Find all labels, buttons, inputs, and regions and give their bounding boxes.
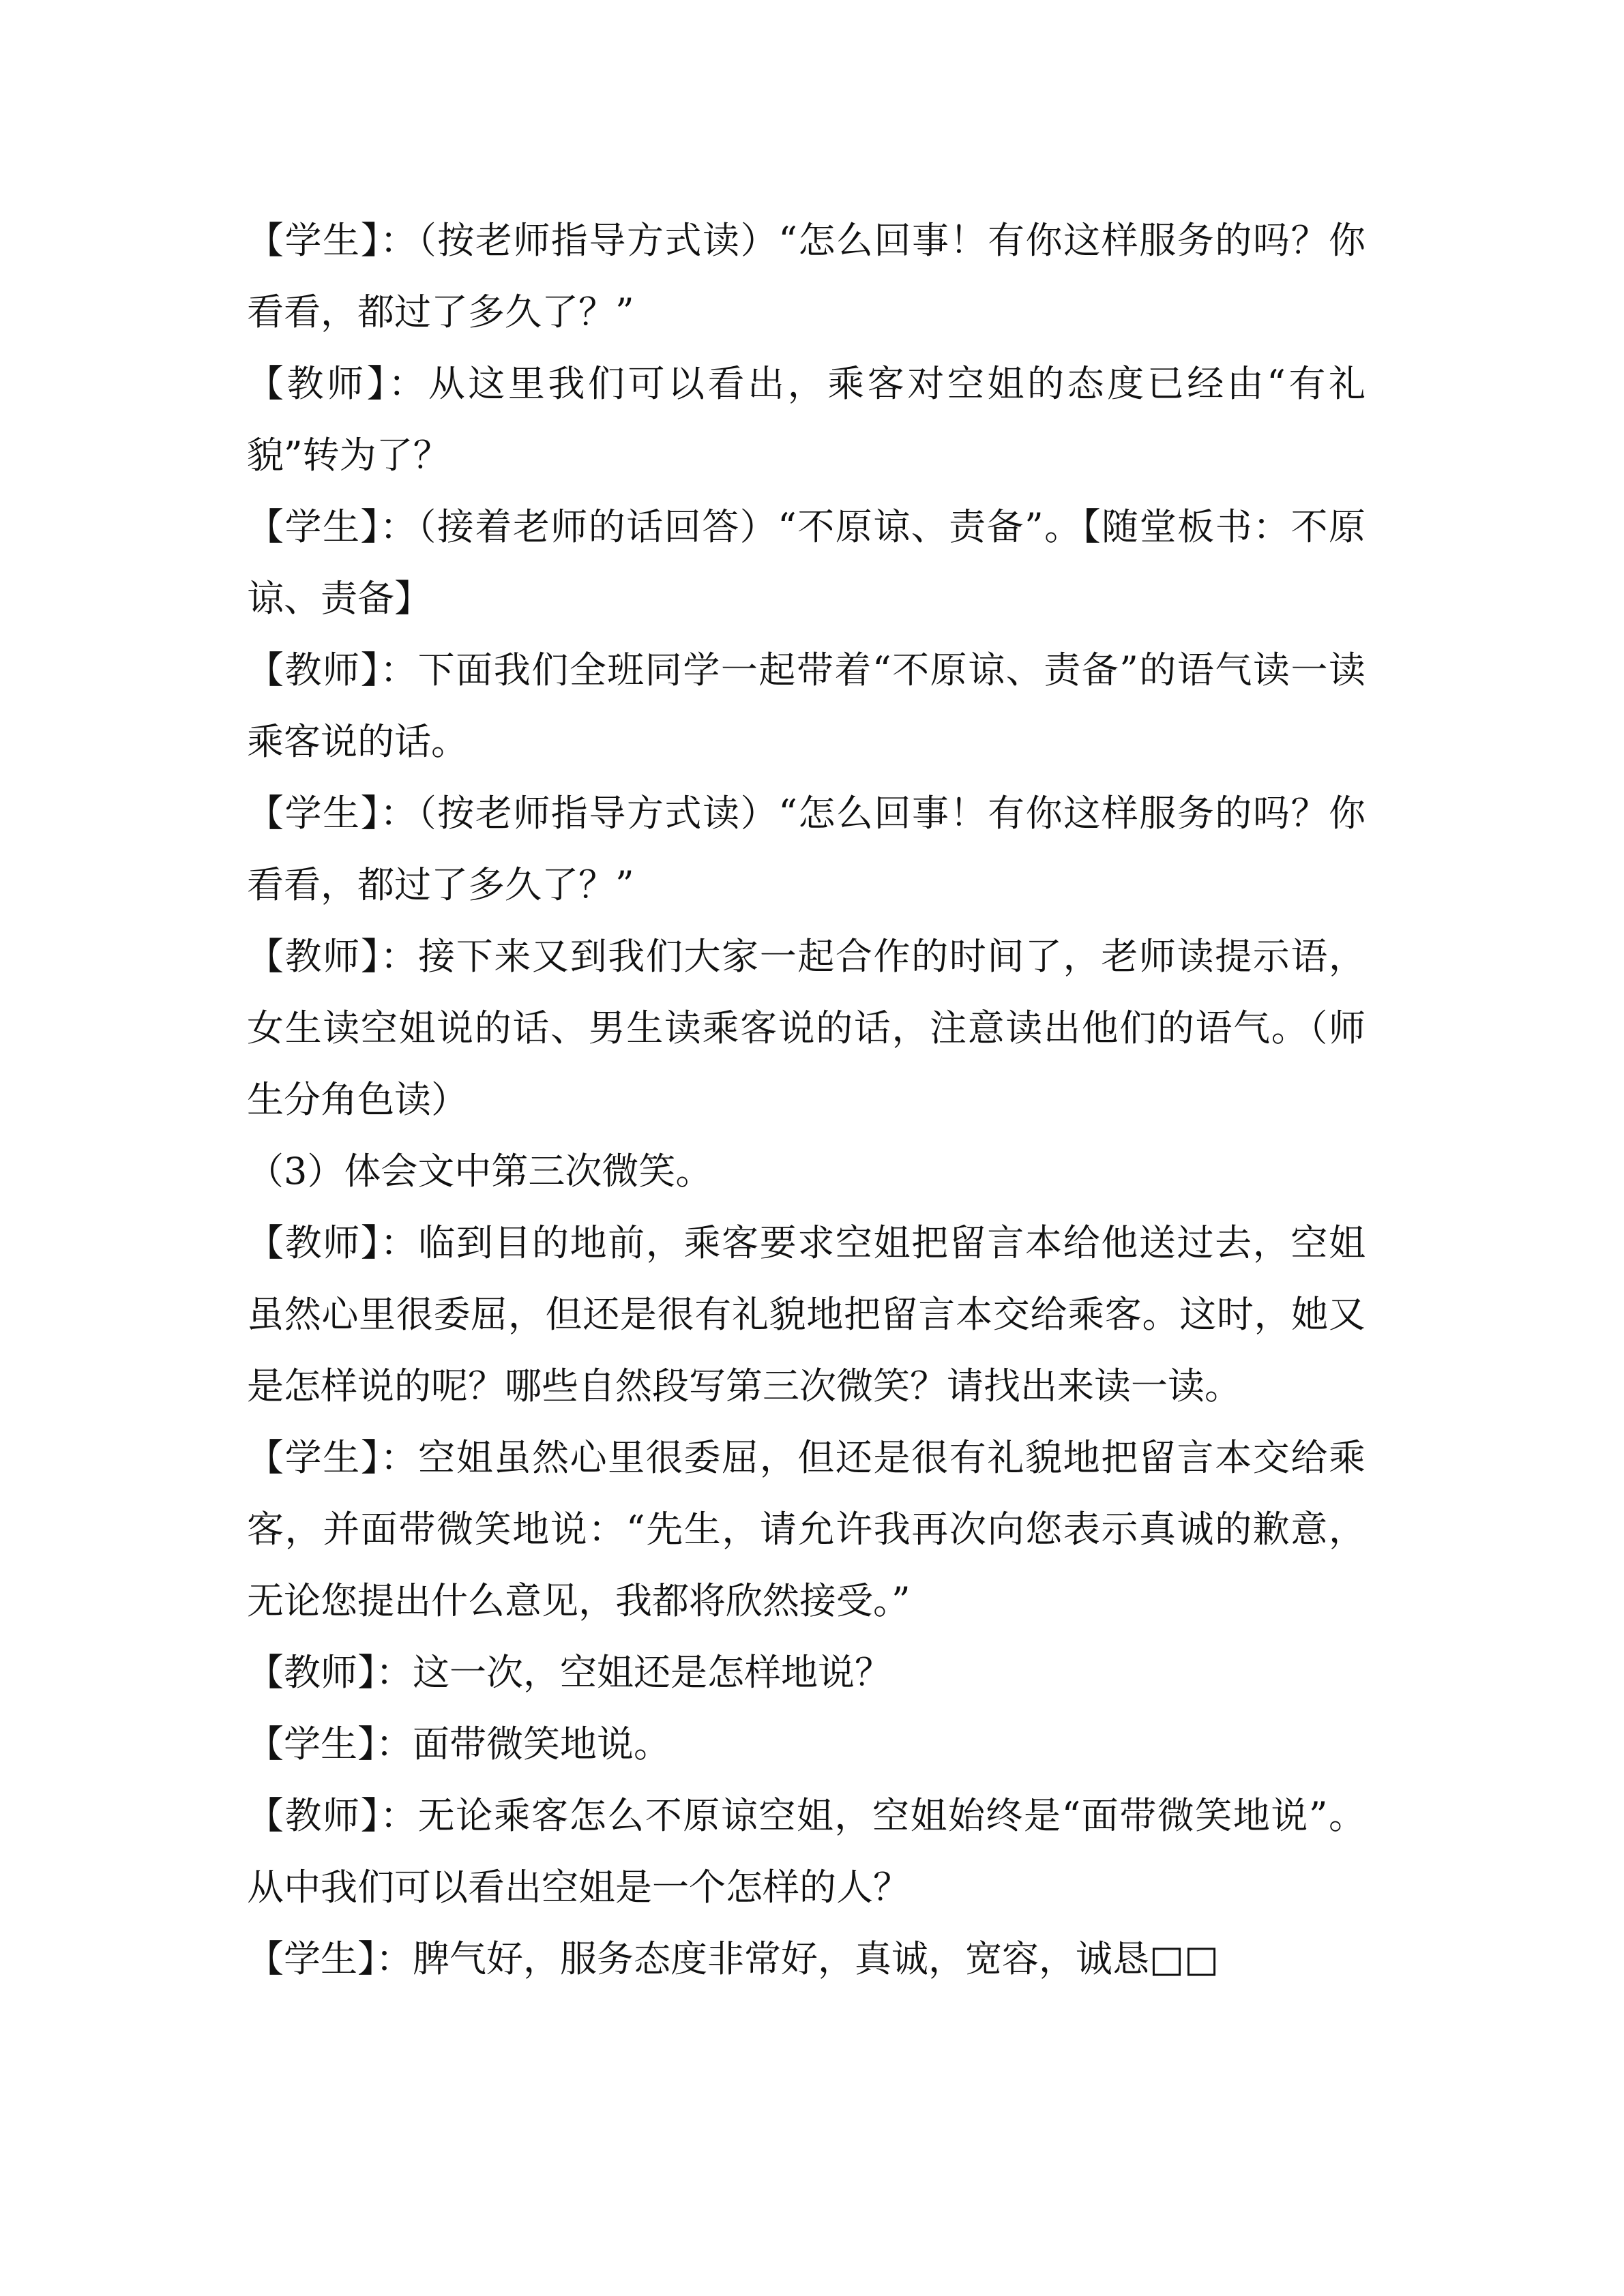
speaker-label: 【教师】： — [247, 935, 419, 978]
dialogue-paragraph — [247, 1923, 1365, 1995]
speaker-label: 【教师】： — [247, 362, 428, 405]
dialogue-paragraph — [247, 205, 1365, 348]
dialogue-paragraph — [247, 921, 1365, 1135]
document-body — [247, 205, 1365, 1995]
dialogue-paragraph — [247, 1422, 1365, 1637]
speaker-label: 【学生】： — [247, 505, 418, 548]
speaker-label: 【学生】： — [247, 1436, 419, 1479]
speaker-label: 【学生】： — [247, 1723, 413, 1765]
dialogue-paragraph — [247, 348, 1365, 491]
speaker-label: 【教师】： — [247, 648, 418, 691]
paragraph-text: 从这里我们可以看出，乘客对空姐的态度已经由“有礼貌”转为了？ — [247, 362, 1365, 477]
speaker-label: 【学生】： — [247, 1937, 413, 1980]
paragraph-text: 接下来又到我们大家一起合作的时间了，老师读提示语，女生读空姐说的话、男生读乘客说的话，注意读出他们的语气。（师生分角色读） — [247, 935, 1366, 1121]
section-heading — [247, 1135, 1365, 1207]
speaker-label: 【学生】： — [247, 792, 418, 835]
speaker-label: 【学生】： — [247, 219, 418, 262]
dialogue-paragraph — [247, 1637, 1365, 1708]
speaker-label: 【教师】： — [247, 1794, 418, 1837]
dialogue-paragraph — [247, 1207, 1365, 1422]
paragraph-text: 面带微笑地说。 — [413, 1723, 670, 1765]
paragraph-text: （3）体会文中第三次微笑。 — [247, 1150, 713, 1193]
paragraph-text: （按老师指导方式读）“怎么回事！有你这样服务的吗？你看看，都过了多久了？” — [247, 792, 1365, 906]
dialogue-paragraph — [247, 777, 1365, 921]
speaker-label: 【教师】： — [247, 1221, 419, 1264]
paragraph-text: 临到目的地前，乘客要求空姐把留言本给他送过去，空姐虽然心里很委屈，但还是很有礼貌地把留言本交给乘客。这时，她又是怎样说的呢？哪些自然段写第三次微笑？请找出来读一读。 — [247, 1221, 1366, 1407]
dialogue-paragraph — [247, 491, 1365, 634]
paragraph-text: 这一次，空姐还是怎样地说？ — [413, 1651, 891, 1694]
speaker-label: 【教师】： — [247, 1651, 413, 1694]
dialogue-paragraph — [247, 1780, 1365, 1923]
paragraph-text: （按老师指导方式读）“怎么回事！有你这样服务的吗？你看看，都过了多久了？” — [247, 219, 1365, 333]
paragraph-text: 空姐虽然心里很委屈，但还是很有礼貌地把留言本交给乘客，并面带微笑地说：“先生，请允许我再次向您表示真诚的歉意，无论您提出什么意见，我都将欣然接受。” — [247, 1436, 1366, 1622]
paragraph-text: （接着老师的话回答）“不原谅、责备”。【随堂板书：不原谅、责备】 — [247, 505, 1365, 620]
paragraph-text: 无论乘客怎么不原谅空姐，空姐始终是“面带微笑地说”。从中我们可以看出空姐是一个怎样的人？ — [247, 1794, 1366, 1909]
paragraph-text: 下面我们全班同学一起带着“不原谅、责备”的语气读一读乘客说的话。 — [247, 648, 1366, 763]
dialogue-paragraph — [247, 1708, 1365, 1780]
paragraph-text: 脾气好，服务态度非常好，真诚，宽容，诚恳□□ — [413, 1937, 1220, 1980]
dialogue-paragraph — [247, 634, 1365, 777]
